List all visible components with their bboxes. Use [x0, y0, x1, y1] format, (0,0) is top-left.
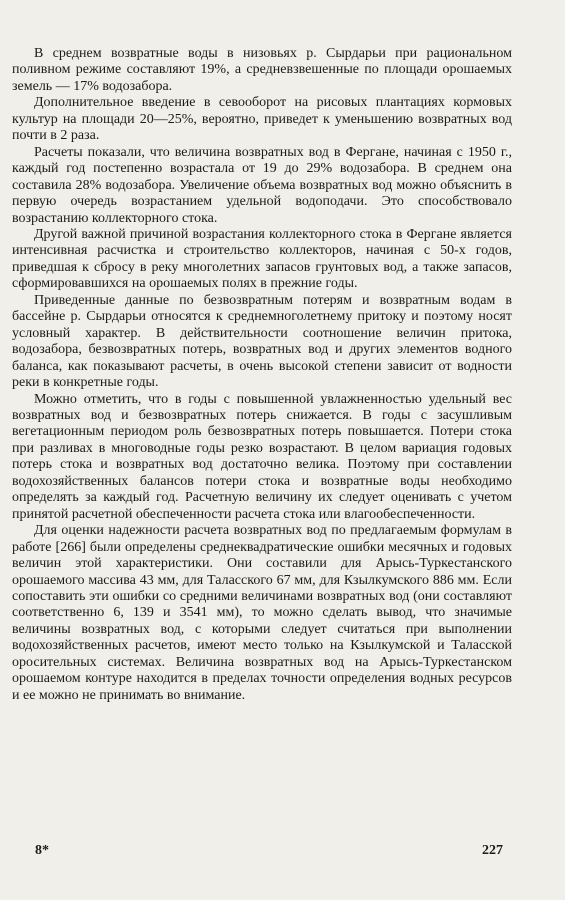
paragraph: Другой важной причиной возрастания коллекторного стока в Фергане является интенсивная расчистка и строительство коллекторов, начиная с 50-х годов, приведшая к сбросу в реку многолетних запасов грунтовых вод, а также запасов, сформировавшихся на орошаемых полях в прежние годы.	[12, 226, 512, 292]
signature-mark: 8*	[35, 843, 49, 858]
paragraph: Приведенные данные по безвозвратным потерям и возвратным водам в бассейне р. Сырдарьи относятся к среднемноголетнему притоку и поэтому носят условный характер. В действительности соотношение величин притока, водозабора, безвозвратных потерь, возвратных вод и других элементов водного баланса, как показывают расчеты, в очень высокой степени зависит от водности реки в конкретные годы.	[12, 292, 512, 391]
page-number: 227	[482, 843, 503, 858]
paragraph: Расчеты показали, что величина возвратных вод в Фергане, начиная с 1950 г., каждый год постепенно возрастала от 19 до 29% водозабора. В среднем она составила 28% водозабора. Увеличение объема возвратных вод можно объяснить в первую очередь возрастанием удельной водоподачи. Это способствовало возрастанию коллекторного стока.	[12, 144, 512, 226]
page-body-text	[12, 46, 512, 704]
paragraph: Для оценки надежности расчета возвратных вод по предлагаемым формулам в работе [266] были определены среднеквадратические ошибки месячных и годовых величин этой характеристики. Они составили для Арысь-Туркестанского орошаемого массива 43 мм, для Таласского 67 мм, для Кзылкумского 886 мм. Если сопоставить эти ошибки со средними величинами возвратных вод (они составляют соответственно 6, 139 и 3541 мм), то можно сделать вывод, что значимые величины возвратных вод, с которыми следует считаться при выполнении водохозяйственных расчетов, имеют место только на Кзылкумской и Таласской оросительных системах. Величина возвратных вод на Арысь-Туркестанском орошаемом контуре находится в пределах точности определения водных ресурсов и ее можно не принимать во внимание.	[12, 523, 512, 703]
paragraph: Можно отметить, что в годы с повышенной увлажненностью удельный вес возвратных вод и безвозвратных потерь снижается. В годы с засушливым вегетационным периодом роль безвозвратных потерь повышается. Потери стока при разливах в многоводные годы резко возрастают. В целом вариация годовых потерь стока и возвратных вод достаточно велика. Поэтому при составлении водохозяйственных балансов потери стока и возвратные воды необходимо определять за каждый год. Расчетную величину их следует оценивать с учетом принятой расчетной обеспеченности расчета стока или влагообеспеченности.	[12, 391, 512, 522]
paragraph: Дополнительное введение в севооборот на рисовых плантациях кормовых культур на площади 20—25%, вероятно, приведет к уменьшению возвратных вод почти в 2 раза.	[12, 95, 512, 144]
paragraph: В среднем возвратные воды в низовьях р. Сырдарьи при рациональном поливном режиме составляют 19%, а средневзвешенные по площади орошаемых земель — 17% водозабора.	[12, 46, 512, 94]
